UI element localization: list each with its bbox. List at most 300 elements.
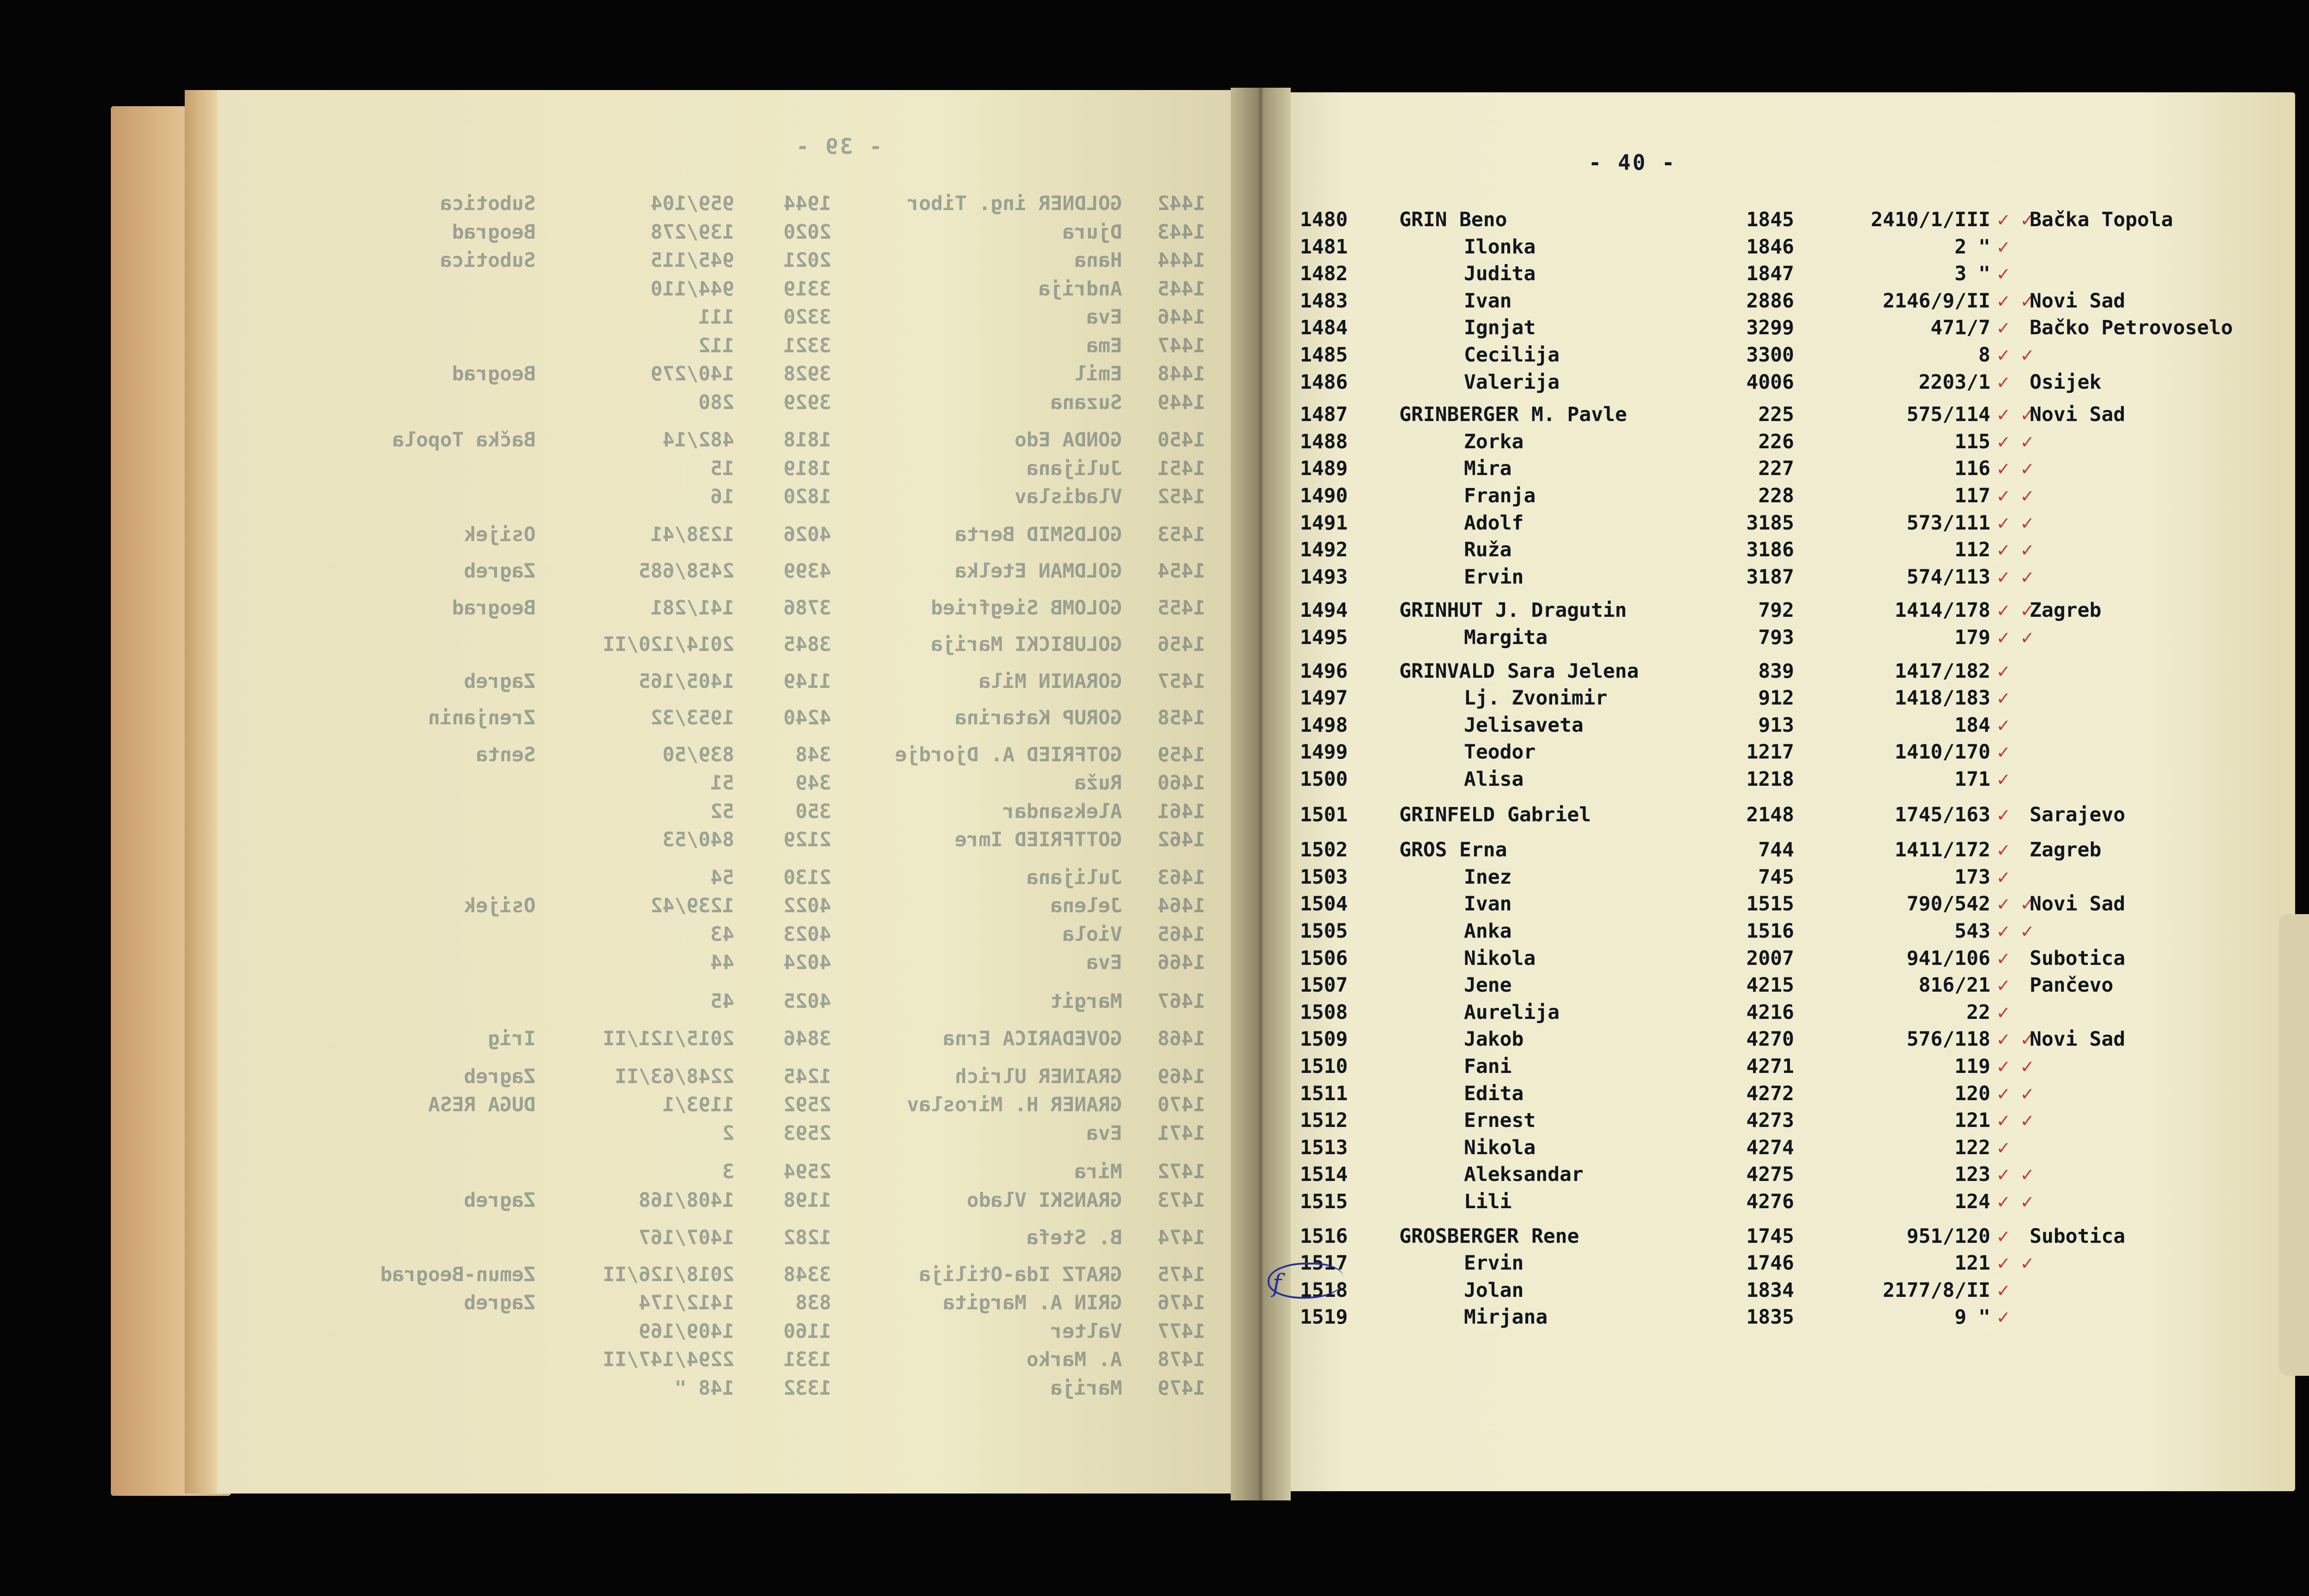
entry-code: 1847 (1746, 262, 1794, 286)
register-row (0, 1187, 2309, 1216)
bleed-name: Aleksandar (1003, 800, 1122, 823)
bleed-number: 1465 (1157, 922, 1205, 946)
register-row (0, 509, 2309, 537)
entry-first-name: Adolf (1464, 511, 1524, 535)
entry-check-marks: ✓ (1997, 687, 2009, 710)
entry-code: 912 (1758, 687, 1794, 710)
bleed-name: GOTTFRIED Imre (955, 828, 1122, 851)
entry-reference: 3 " (1954, 262, 1990, 286)
entry-number: 1489 (1300, 457, 1348, 481)
entry-number: 1503 (1300, 865, 1348, 889)
bleed-name: Vladislav (1015, 485, 1122, 508)
bleed-number: 1469 (1157, 1065, 1205, 1088)
register-row (0, 454, 2309, 483)
bleed-town: Zagreb (464, 1188, 536, 1212)
entry-first-name: Fani (1464, 1055, 1512, 1078)
entry-first-name: J. Dragutin (1495, 599, 1627, 622)
bleed-number: 1478 (1157, 1348, 1205, 1371)
bleed-reference: 839/50 (662, 743, 734, 766)
bleed-name: GORANIN Mila (979, 669, 1122, 693)
register-row (0, 890, 2309, 918)
bleed-name: GRAINER Ulrich (955, 1065, 1122, 1088)
entry-code: 3300 (1746, 343, 1794, 367)
bleed-town: Zagreb (464, 560, 536, 583)
entry-number: 1507 (1300, 974, 1348, 997)
entry-code: 4216 (1746, 1000, 1794, 1024)
bleed-number: 1459 (1157, 743, 1205, 766)
bleed-number: 1454 (1157, 560, 1205, 583)
bleed-number: 1475 (1157, 1263, 1205, 1286)
entry-check-marks: ✓ ✓ (1997, 1252, 2033, 1275)
entry-check-marks: ✓ (1997, 370, 2009, 394)
entry-check-marks: ✓ ✓ (1997, 626, 2033, 649)
bleed-reference: 1409/169 (638, 1319, 734, 1343)
bleed-code: 3846 (783, 1027, 831, 1050)
entry-check-marks: ✓ (1997, 1000, 2009, 1024)
bleed-number: 1446 (1157, 306, 1205, 329)
entry-number: 1510 (1300, 1055, 1348, 1078)
bleed-name: Viola (1062, 922, 1122, 946)
entry-check-marks: ✓ (1997, 1136, 2009, 1159)
entry-code: 4274 (1746, 1136, 1794, 1159)
entry-first-name: Zorka (1464, 430, 1524, 453)
entry-reference: 124 (1954, 1190, 1990, 1213)
entry-check-marks: ✓ ✓ (1997, 1082, 2033, 1105)
entry-first-name: Rene (1531, 1224, 1579, 1248)
entry-number: 1515 (1300, 1190, 1348, 1213)
bleed-name: GOLDNER ing. Tibor (907, 192, 1122, 215)
entry-number: 1491 (1300, 511, 1348, 535)
entry-first-name: Cecilija (1464, 343, 1560, 367)
bleed-name: GRANSKI Vlado (967, 1188, 1122, 1212)
bleed-number: 1458 (1157, 706, 1205, 729)
bleed-number: 1474 (1157, 1226, 1205, 1249)
bleed-name: Julijana (1026, 866, 1122, 889)
bleed-code: 1332 (783, 1376, 831, 1400)
entry-reference: 112 (1954, 538, 1990, 562)
register-row (0, 917, 2309, 946)
entry-check-marks: ✓ ✓ (1997, 457, 2033, 481)
entry-number: 1506 (1300, 946, 1348, 970)
bleed-number: 1468 (1157, 1027, 1205, 1050)
bleed-code: 1198 (783, 1188, 831, 1212)
bleed-reference: 54 (710, 866, 734, 889)
bleed-code: 1245 (783, 1065, 831, 1088)
register-row (0, 428, 2309, 456)
bleed-reference: 2018/126/II (603, 1263, 734, 1286)
bleed-code: 1820 (783, 485, 831, 508)
entry-reference: 2146/9/II (1883, 289, 1990, 313)
entry-first-name: Ivan (1464, 289, 1512, 313)
entry-town: Pančevo (2030, 974, 2114, 997)
bleed-number: 1442 (1157, 192, 1205, 215)
bleed-number: 1461 (1157, 800, 1205, 823)
entry-code: 744 (1758, 838, 1794, 862)
bleed-number: 1443 (1157, 220, 1205, 244)
bleed-code: 3928 (783, 362, 831, 385)
entry-surname: GROSBERGER (1399, 1224, 1519, 1248)
bleed-number: 1471 (1157, 1121, 1205, 1145)
entry-reference: 471/7 (1930, 316, 1990, 340)
bleed-code: 3929 (783, 391, 831, 414)
entry-first-name: Jolan (1464, 1278, 1524, 1302)
entry-code: 1217 (1746, 741, 1794, 764)
bleed-code: 3845 (783, 633, 831, 656)
entry-reference: 1411/172 (1894, 838, 1990, 862)
entry-town: Bačko Petrovoselo (2030, 316, 2233, 340)
bleed-number: 1449 (1157, 391, 1205, 414)
entry-number: 1497 (1300, 687, 1348, 710)
bleed-name: GRANER H. Miroslav (907, 1093, 1122, 1116)
entry-number: 1490 (1300, 484, 1348, 507)
entry-reference: 120 (1954, 1082, 1990, 1105)
bleed-town: Zagreb (464, 669, 536, 693)
entry-code: 228 (1758, 484, 1794, 507)
entry-reference: 575/114 (1906, 403, 1990, 427)
bleed-code: 2129 (783, 828, 831, 851)
entry-number: 1483 (1300, 289, 1348, 313)
bleed-code: 2592 (783, 1093, 831, 1116)
bleed-name: Suzana (1050, 391, 1122, 414)
entry-number: 1518 (1300, 1278, 1348, 1302)
entry-town: Novi Sad (2030, 289, 2126, 313)
entry-check-marks: ✓ ✓ (1997, 920, 2033, 943)
bleed-name: B. Stefa (1026, 1226, 1122, 1249)
entry-first-name: Jakob (1464, 1028, 1524, 1051)
entry-check-marks: ✓ (1997, 865, 2009, 889)
bleed-reference: 1193/1 (662, 1093, 734, 1116)
bleed-town: Irig (488, 1027, 536, 1050)
entry-first-name: Nikola (1464, 946, 1536, 970)
bleed-reference: 1408/168 (638, 1188, 734, 1212)
bleed-code: 3348 (783, 1263, 831, 1286)
bleed-code: 4024 (783, 951, 831, 974)
bleed-town: Osijek (464, 523, 536, 546)
register-row (0, 623, 2309, 652)
bleed-code: 838 (795, 1291, 831, 1314)
entry-surname: GRINVALD (1399, 659, 1495, 683)
entry-code: 1834 (1746, 1278, 1794, 1302)
entry-check-marks: ✓ ✓ (1997, 403, 2033, 427)
entry-first-name: Margita (1464, 626, 1548, 649)
entry-check-marks: ✓ (1997, 1224, 2009, 1248)
entry-number: 1517 (1300, 1252, 1348, 1275)
bleed-code: 2130 (783, 866, 831, 889)
bleed-town: Zagreb (464, 1291, 536, 1314)
register-row (0, 657, 2309, 686)
bleed-code: 4399 (783, 560, 831, 583)
entry-code: 4006 (1746, 370, 1794, 394)
register-row (0, 205, 2309, 234)
register-row (0, 998, 2309, 1027)
entry-check-marks: ✓ (1997, 1306, 2009, 1329)
bleed-name: A. Marko (1026, 1348, 1122, 1371)
register-row (0, 536, 2309, 564)
entry-reference: 8 (1978, 343, 1990, 367)
bleed-code: 1282 (783, 1226, 831, 1249)
entry-number: 1509 (1300, 1028, 1348, 1051)
entry-check-marks: ✓ ✓ (1997, 1190, 2033, 1213)
bleed-name: Eva (1086, 951, 1122, 974)
register-row (0, 1106, 2309, 1135)
entry-check-marks: ✓ (1997, 713, 2009, 737)
entry-first-name: Ervin (1464, 565, 1524, 589)
bleed-number: 1464 (1157, 894, 1205, 917)
bleed-name: GOLOMB Siegfried (931, 596, 1122, 620)
register-row (0, 259, 2309, 288)
entry-number: 1516 (1300, 1224, 1348, 1248)
entry-surname: GRIN (1399, 208, 1447, 231)
entry-code: 793 (1758, 626, 1794, 649)
entry-town: Osijek (2030, 370, 2102, 394)
entry-first-name: Erna (1459, 838, 1507, 862)
bleed-reference: 111 (698, 306, 734, 329)
entry-number: 1519 (1300, 1306, 1348, 1329)
entry-reference: 123 (1954, 1163, 1990, 1186)
entry-code: 3186 (1746, 538, 1794, 562)
bleed-reference: 2294/147/II (603, 1348, 734, 1371)
entry-code: 225 (1758, 403, 1794, 427)
bleed-reference: 2015/121/II (603, 1027, 734, 1050)
bleed-reference: 51 (710, 771, 734, 795)
entry-first-name: Valerija (1464, 370, 1560, 394)
register-row (0, 1303, 2309, 1331)
entry-code: 226 (1758, 430, 1794, 453)
entry-check-marks: ✓ (1997, 741, 2009, 764)
bleed-number: 1456 (1157, 633, 1205, 656)
bleed-name: Jelena (1050, 894, 1122, 917)
bleed-name: GOLUBICKI Marija (931, 633, 1122, 656)
register-row (0, 1079, 2309, 1108)
entry-reference: 1745/163 (1894, 803, 1990, 826)
right-page-number: - 40 - (1589, 150, 1677, 175)
entry-reference: 574/113 (1906, 565, 1990, 589)
bleed-code: 3786 (783, 596, 831, 620)
bleed-code: 350 (795, 800, 831, 823)
bleed-code: 1149 (783, 669, 831, 693)
entry-reference: 121 (1954, 1252, 1990, 1275)
entry-number: 1484 (1300, 316, 1348, 340)
entry-reference: 543 (1954, 920, 1990, 943)
register-row (0, 738, 2309, 766)
bleed-town: Senta (476, 743, 536, 766)
entry-check-marks: ✓ (1997, 262, 2009, 286)
entry-code: 2148 (1746, 803, 1794, 826)
bleed-reference: 139/278 (650, 220, 734, 244)
bleed-number: 1462 (1157, 828, 1205, 851)
entry-number: 1514 (1300, 1163, 1348, 1186)
entry-check-marks: ✓ (1997, 235, 2009, 259)
bleed-number: 1455 (1157, 596, 1205, 620)
entry-number: 1508 (1300, 1000, 1348, 1024)
bleed-name: Marija (1050, 1376, 1122, 1400)
entry-first-name: Mira (1464, 457, 1512, 481)
entry-code: 4275 (1746, 1163, 1794, 1186)
handwritten-margin-mark: f (1272, 1269, 1281, 1298)
entry-code: 4271 (1746, 1055, 1794, 1078)
bleed-code: 2021 (783, 249, 831, 272)
register-row (0, 233, 2309, 261)
entry-code: 4215 (1746, 974, 1794, 997)
register-row (0, 971, 2309, 1000)
entry-number: 1513 (1300, 1136, 1348, 1159)
entry-check-marks: ✓ ✓ (1997, 565, 2033, 589)
entry-code: 3299 (1746, 316, 1794, 340)
entry-first-name: Beno (1459, 208, 1507, 231)
entry-code: 839 (1758, 659, 1794, 683)
entry-number: 1494 (1300, 599, 1348, 622)
bleed-town: Beograd (452, 220, 536, 244)
entry-town: Subotica (2030, 946, 2126, 970)
register-row (0, 863, 2309, 891)
bleed-reference: 1405/165 (638, 669, 734, 693)
bleed-reference: 112 (698, 334, 734, 357)
entry-code: 227 (1758, 457, 1794, 481)
entry-first-name: Ernest (1464, 1109, 1536, 1132)
entry-surname: GRINFELD (1399, 803, 1495, 826)
bleed-code: 4023 (783, 922, 831, 946)
register-row (0, 836, 2309, 864)
bleed-number: 1477 (1157, 1319, 1205, 1343)
entry-check-marks: ✓ ✓ (1997, 430, 2033, 453)
entry-reference: 576/118 (1906, 1028, 1990, 1051)
entry-first-name: Edita (1464, 1082, 1524, 1105)
entry-number: 1492 (1300, 538, 1348, 562)
bleed-reference: 141/281 (650, 596, 734, 620)
entry-reference: 2203/1 (1918, 370, 1990, 394)
bleed-reference: 2458/685 (638, 560, 734, 583)
entry-number: 1480 (1300, 208, 1348, 231)
bleed-number: 1460 (1157, 771, 1205, 795)
entry-first-name: Lj. Zvonimir (1464, 687, 1608, 710)
bleed-reference: 1238/41 (650, 523, 734, 546)
bleed-town: Bačka Topola (392, 428, 536, 452)
entry-town: Zagreb (2030, 599, 2102, 622)
entry-first-name: Ignjat (1464, 316, 1536, 340)
entry-surname: GRINBERGER (1399, 403, 1519, 427)
bleed-town: Beograd (452, 362, 536, 385)
entry-check-marks: ✓ (1997, 768, 2009, 791)
bleed-number: 1450 (1157, 428, 1205, 452)
entry-number: 1505 (1300, 920, 1348, 943)
entry-reference: 173 (1954, 865, 1990, 889)
entry-check-marks: ✓ ✓ (1997, 343, 2033, 367)
entry-number: 1512 (1300, 1109, 1348, 1132)
entry-code: 913 (1758, 713, 1794, 737)
entry-reference: 2410/1/III (1871, 208, 1990, 231)
register-row (0, 711, 2309, 740)
entry-code: 1515 (1746, 892, 1794, 916)
entry-code: 4276 (1746, 1190, 1794, 1213)
entry-check-marks: ✓ (1997, 316, 2009, 340)
entry-number: 1495 (1300, 626, 1348, 649)
entry-surname: GRINHUT (1399, 599, 1483, 622)
entry-first-name: Alisa (1464, 768, 1524, 791)
entry-number: 1486 (1300, 370, 1348, 394)
bleed-town: Subotica (440, 249, 536, 272)
bleed-name: GRIN A. Margita (943, 1291, 1122, 1314)
entry-first-name: Ilonka (1464, 235, 1536, 259)
bleed-name: Ruža (1074, 771, 1122, 795)
bleed-town: Osijek (464, 894, 536, 917)
entry-reference: 941/106 (1906, 946, 1990, 970)
register-row (0, 368, 2309, 397)
bleed-name: GOVEDARICA Erna (943, 1027, 1122, 1050)
bleed-code: 4022 (783, 894, 831, 917)
entry-first-name: Judita (1464, 262, 1536, 286)
entry-code: 745 (1758, 865, 1794, 889)
register-row (0, 1133, 2309, 1162)
entry-town: Sarajevo (2030, 803, 2126, 826)
bleed-name: GOLDSMID Berta (955, 523, 1122, 546)
entry-reference: 184 (1954, 713, 1990, 737)
entry-first-name: Teodor (1464, 741, 1536, 764)
bleed-name: Mira (1074, 1160, 1122, 1183)
bleed-number: 1453 (1157, 523, 1205, 546)
bleed-reference: 15 (710, 457, 734, 480)
entry-check-marks: ✓ ✓ (1997, 1028, 2033, 1051)
entry-reference: 119 (1954, 1055, 1990, 1078)
entry-number: 1501 (1300, 803, 1348, 826)
entry-check-marks: ✓ ✓ (1997, 208, 2033, 231)
bleed-reference: 2 (722, 1121, 734, 1145)
entry-check-marks: ✓ ✓ (1997, 484, 2033, 507)
entry-check-marks: ✓ (1997, 803, 2009, 826)
entry-code: 1845 (1746, 208, 1794, 231)
entry-reference: 117 (1954, 484, 1990, 507)
register-row (0, 563, 2309, 591)
bleed-code: 4025 (783, 989, 831, 1013)
bleed-name: GRATZ Ida-Otilija (919, 1263, 1122, 1286)
entry-reference: 1410/170 (1894, 741, 1990, 764)
entry-code: 1516 (1746, 920, 1794, 943)
bleed-reference: 45 (710, 989, 734, 1013)
bleed-code: 4026 (783, 523, 831, 546)
entry-town: Novi Sad (2030, 1028, 2126, 1051)
bleed-code: 1944 (783, 192, 831, 215)
entry-reference: 179 (1954, 626, 1990, 649)
register-row (0, 1052, 2309, 1081)
bleed-code: 349 (795, 771, 831, 795)
entry-first-name: Ervin (1464, 1252, 1524, 1275)
entry-number: 1504 (1300, 892, 1348, 916)
register-row (0, 765, 2309, 794)
bleed-reference: 2014/120/II (603, 633, 734, 656)
bleed-code: 3319 (783, 277, 831, 301)
bleed-name: Djura (1062, 220, 1122, 244)
entry-code: 4273 (1746, 1109, 1794, 1132)
bleed-code: 2593 (783, 1121, 831, 1145)
entry-check-marks: ✓ ✓ (1997, 1055, 2033, 1078)
bleed-reference: 1239/42 (650, 894, 734, 917)
entry-code: 4270 (1746, 1028, 1794, 1051)
bleed-name: GOTFRIED A. Djordje (895, 743, 1122, 766)
bleed-code: 3320 (783, 306, 831, 329)
bleed-number: 1463 (1157, 866, 1205, 889)
register-row (0, 1160, 2309, 1189)
bleed-name: GORUP Katarina (955, 706, 1122, 729)
bleed-reference: 944/110 (650, 277, 734, 301)
register-row (0, 1222, 2309, 1251)
bleed-number: 1466 (1157, 951, 1205, 974)
bleed-number: 1451 (1157, 457, 1205, 480)
entry-reference: 951/120 (1906, 1224, 1990, 1248)
entry-first-name: Ivan (1464, 892, 1512, 916)
bleed-name: Valter (1050, 1319, 1122, 1343)
entry-town: Novi Sad (2030, 892, 2126, 916)
bleed-reference: 16 (710, 485, 734, 508)
entry-code: 2007 (1746, 946, 1794, 970)
